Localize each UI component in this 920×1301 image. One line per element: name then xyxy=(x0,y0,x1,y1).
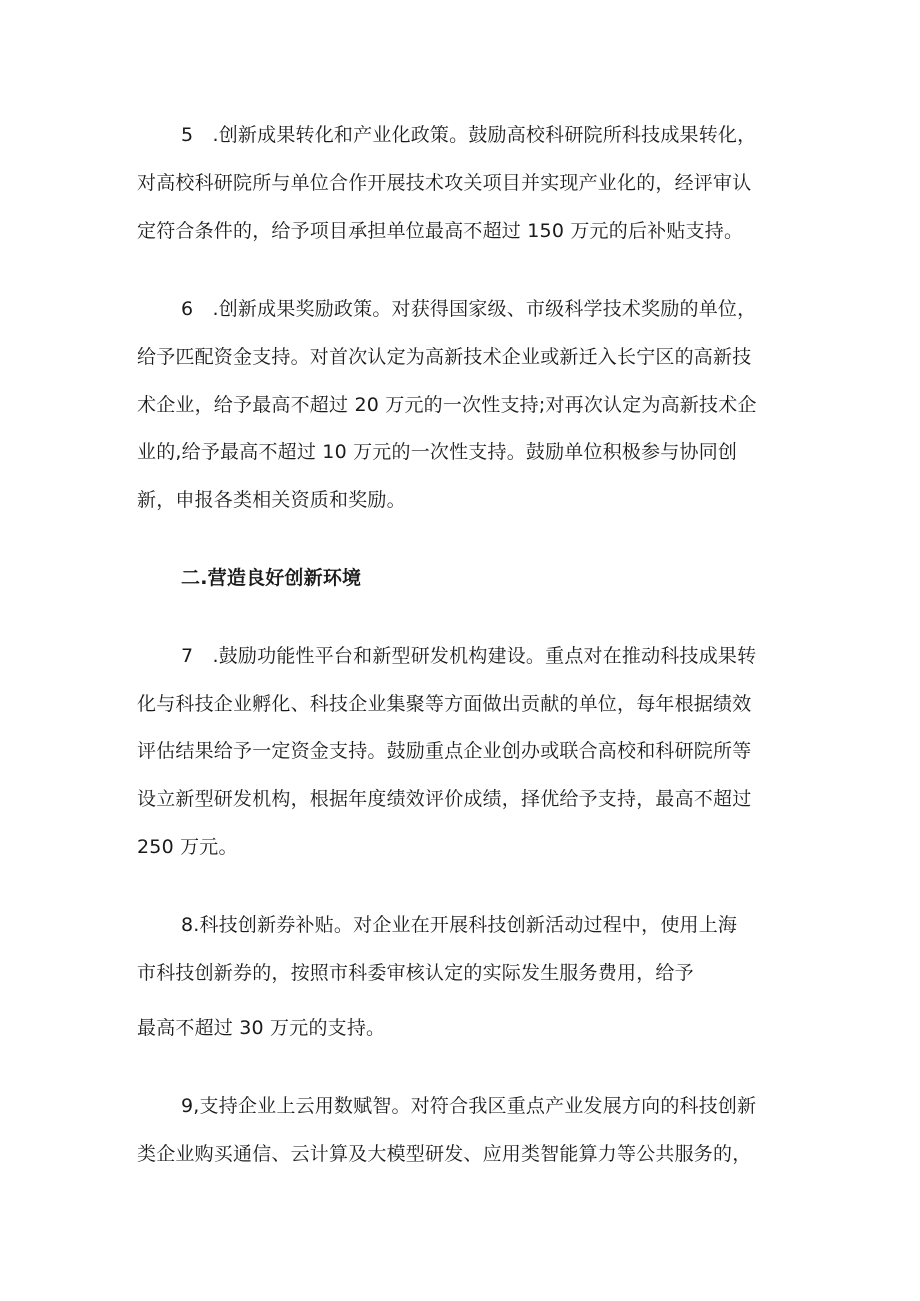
paragraph-9-line-2: 类企业购买通信、云计算及大模型研发、应用类智能算力等公共服务的， xyxy=(137,1143,752,1165)
paragraph-7-line-5: 250 万元。 xyxy=(137,836,238,858)
paragraph-6-line-2: 给予匹配资金支持。对首次认定为高新技术企业或新迁入长宁区的高新技 xyxy=(137,346,752,368)
paragraph-6-line-5: 新，申报各类相关资质和奖励。 xyxy=(137,489,406,511)
paragraph-8-line-2: 市科技创新券的，按照市科委审核认定的实际发生服务费用，给予 xyxy=(137,962,694,984)
paragraph-6-line-1: 6 .创新成果奖励政策。对获得国家级、市级科学技术奖励的单位， xyxy=(181,298,757,320)
paragraph-7-line-1: 7 .鼓励功能性平台和新型研发机构建设。重点对在推动科技成果转 xyxy=(181,645,757,667)
paragraph-6-line-3: 术企业，给予最高不超过 20 万元的一次性支持;对再次认定为高新技术企 xyxy=(137,394,757,416)
paragraph-5-line-3: 定符合条件的，给予项目承担单位最高不超过 150 万元的后补贴支持。 xyxy=(137,220,744,242)
paragraph-8-line-1: 8.科技创新券补贴。对企业在开展科技创新活动过程中，使用上海 xyxy=(181,914,738,936)
paragraph-5-line-2: 对高校科研院所与单位合作开展技术攻关项目并实现产业化的，经评审认 xyxy=(137,172,752,194)
paragraph-6-line-4: 业的,给予最高不超过 10 万元的一次性支持。鼓励单位积极参与协同创 xyxy=(137,441,738,463)
paragraph-5-line-1: 5 .创新成果转化和产业化政策。鼓励高校科研院所科技成果转化， xyxy=(181,124,757,146)
paragraph-7-line-3: 评估结果给予一定资金支持。鼓励重点企业创办或联合高校和科研院所等 xyxy=(137,740,752,762)
section-heading: 二.营造良好创新环境 xyxy=(181,567,362,589)
paragraph-7-line-4: 设立新型研发机构，根据年度绩效评价成绩，择优给予支持，最高不超过 xyxy=(137,788,752,810)
paragraph-7-line-2: 化与科技企业孵化、科技企业集聚等方面做出贡献的单位，每年根据绩效 xyxy=(137,693,752,715)
paragraph-8-line-3: 最高不超过 30 万元的支持。 xyxy=(137,1017,386,1039)
paragraph-9-line-1: 9,支持企业上云用数赋智。对符合我区重点产业发展方向的科技创新 xyxy=(181,1095,757,1117)
